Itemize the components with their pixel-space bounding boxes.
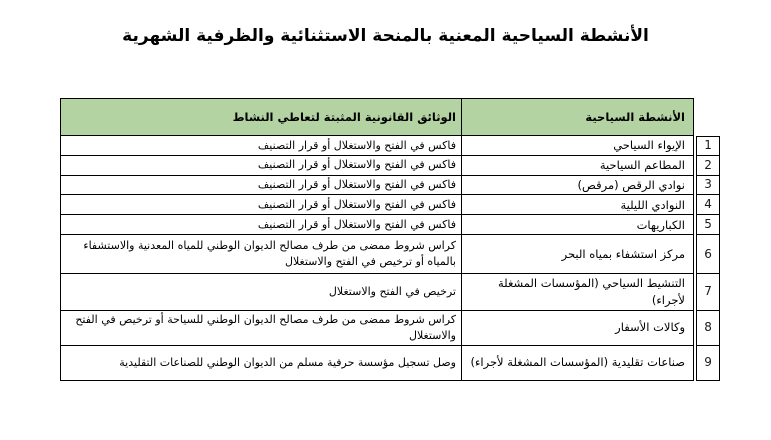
header-number-gap xyxy=(696,98,720,136)
activity-cell: الإيواء السياحي xyxy=(462,136,694,156)
row-number-cell: 6 xyxy=(696,235,720,274)
row-number-cell: 7 xyxy=(696,274,720,310)
activity-cell: مركز استشفاء بمياه البحر xyxy=(462,235,694,274)
page-title: الأنشطة السياحية المعنية بالمنحة الاستثنائية والظرفية الشهرية xyxy=(122,26,649,46)
documents-cell: فاكس في الفتح والاستغلال أو قرار التصنيف xyxy=(60,195,462,215)
row-number-cell: 4 xyxy=(696,195,720,215)
activity-cell: وكالات الأسفار xyxy=(462,311,694,346)
row-number-cell: 3 xyxy=(696,176,720,196)
documents-cell: وصل تسجيل مؤسسة حرفية مسلم من الديوان الوطني للصناعات التقليدية xyxy=(60,346,462,381)
activities-documents-table xyxy=(60,98,720,381)
row-number-cell: 1 xyxy=(696,136,720,156)
activity-cell: صناعات تقليدية (المؤسسات المشغلة لأجراء) xyxy=(462,346,694,381)
activity-cell: الكباريهات xyxy=(462,215,694,235)
documents-cell: فاكس في الفتح والاستغلال أو قرار التصنيف xyxy=(60,176,462,196)
row-number-cell: 5 xyxy=(696,215,720,235)
documents-cell: فاكس في الفتح والاستغلال أو قرار التصنيف xyxy=(60,215,462,235)
row-number-cell: 9 xyxy=(696,346,720,381)
activity-cell: التنشيط السياحي (المؤسسات المشغلة لأجراء) xyxy=(462,274,694,310)
row-number-cell: 8 xyxy=(696,311,720,346)
documents-cell: فاكس في الفتح والاستغلال أو قرار التصنيف xyxy=(60,136,462,156)
documents-cell: ترخيص في الفتح والاستغلال xyxy=(60,274,462,310)
activity-cell: نوادي الرقص (مرقص) xyxy=(462,176,694,196)
row-number-cell: 2 xyxy=(696,156,720,176)
documents-cell: كراس شروط ممضى من طرف مصالح الديوان الوطني للسياحة أو ترخيص في الفتح والاستغلال xyxy=(60,311,462,346)
activity-cell: المطاعم السياحية xyxy=(462,156,694,176)
documents-cell: فاكس في الفتح والاستغلال أو قرار التصنيف xyxy=(60,156,462,176)
activity-cell: النوادي الليلية xyxy=(462,195,694,215)
header-documents-cell: الوثائق القانونية المثبتة لتعاطي النشاط xyxy=(60,98,462,136)
header-activities-cell: الأنشطة السياحية xyxy=(462,98,694,136)
documents-cell: كراس شروط ممضى من طرف مصالح الديوان الوطني للمياه المعدنية والاستشفاء بالمياه أو ترخيص في الفتح والاستغلال xyxy=(60,235,462,274)
